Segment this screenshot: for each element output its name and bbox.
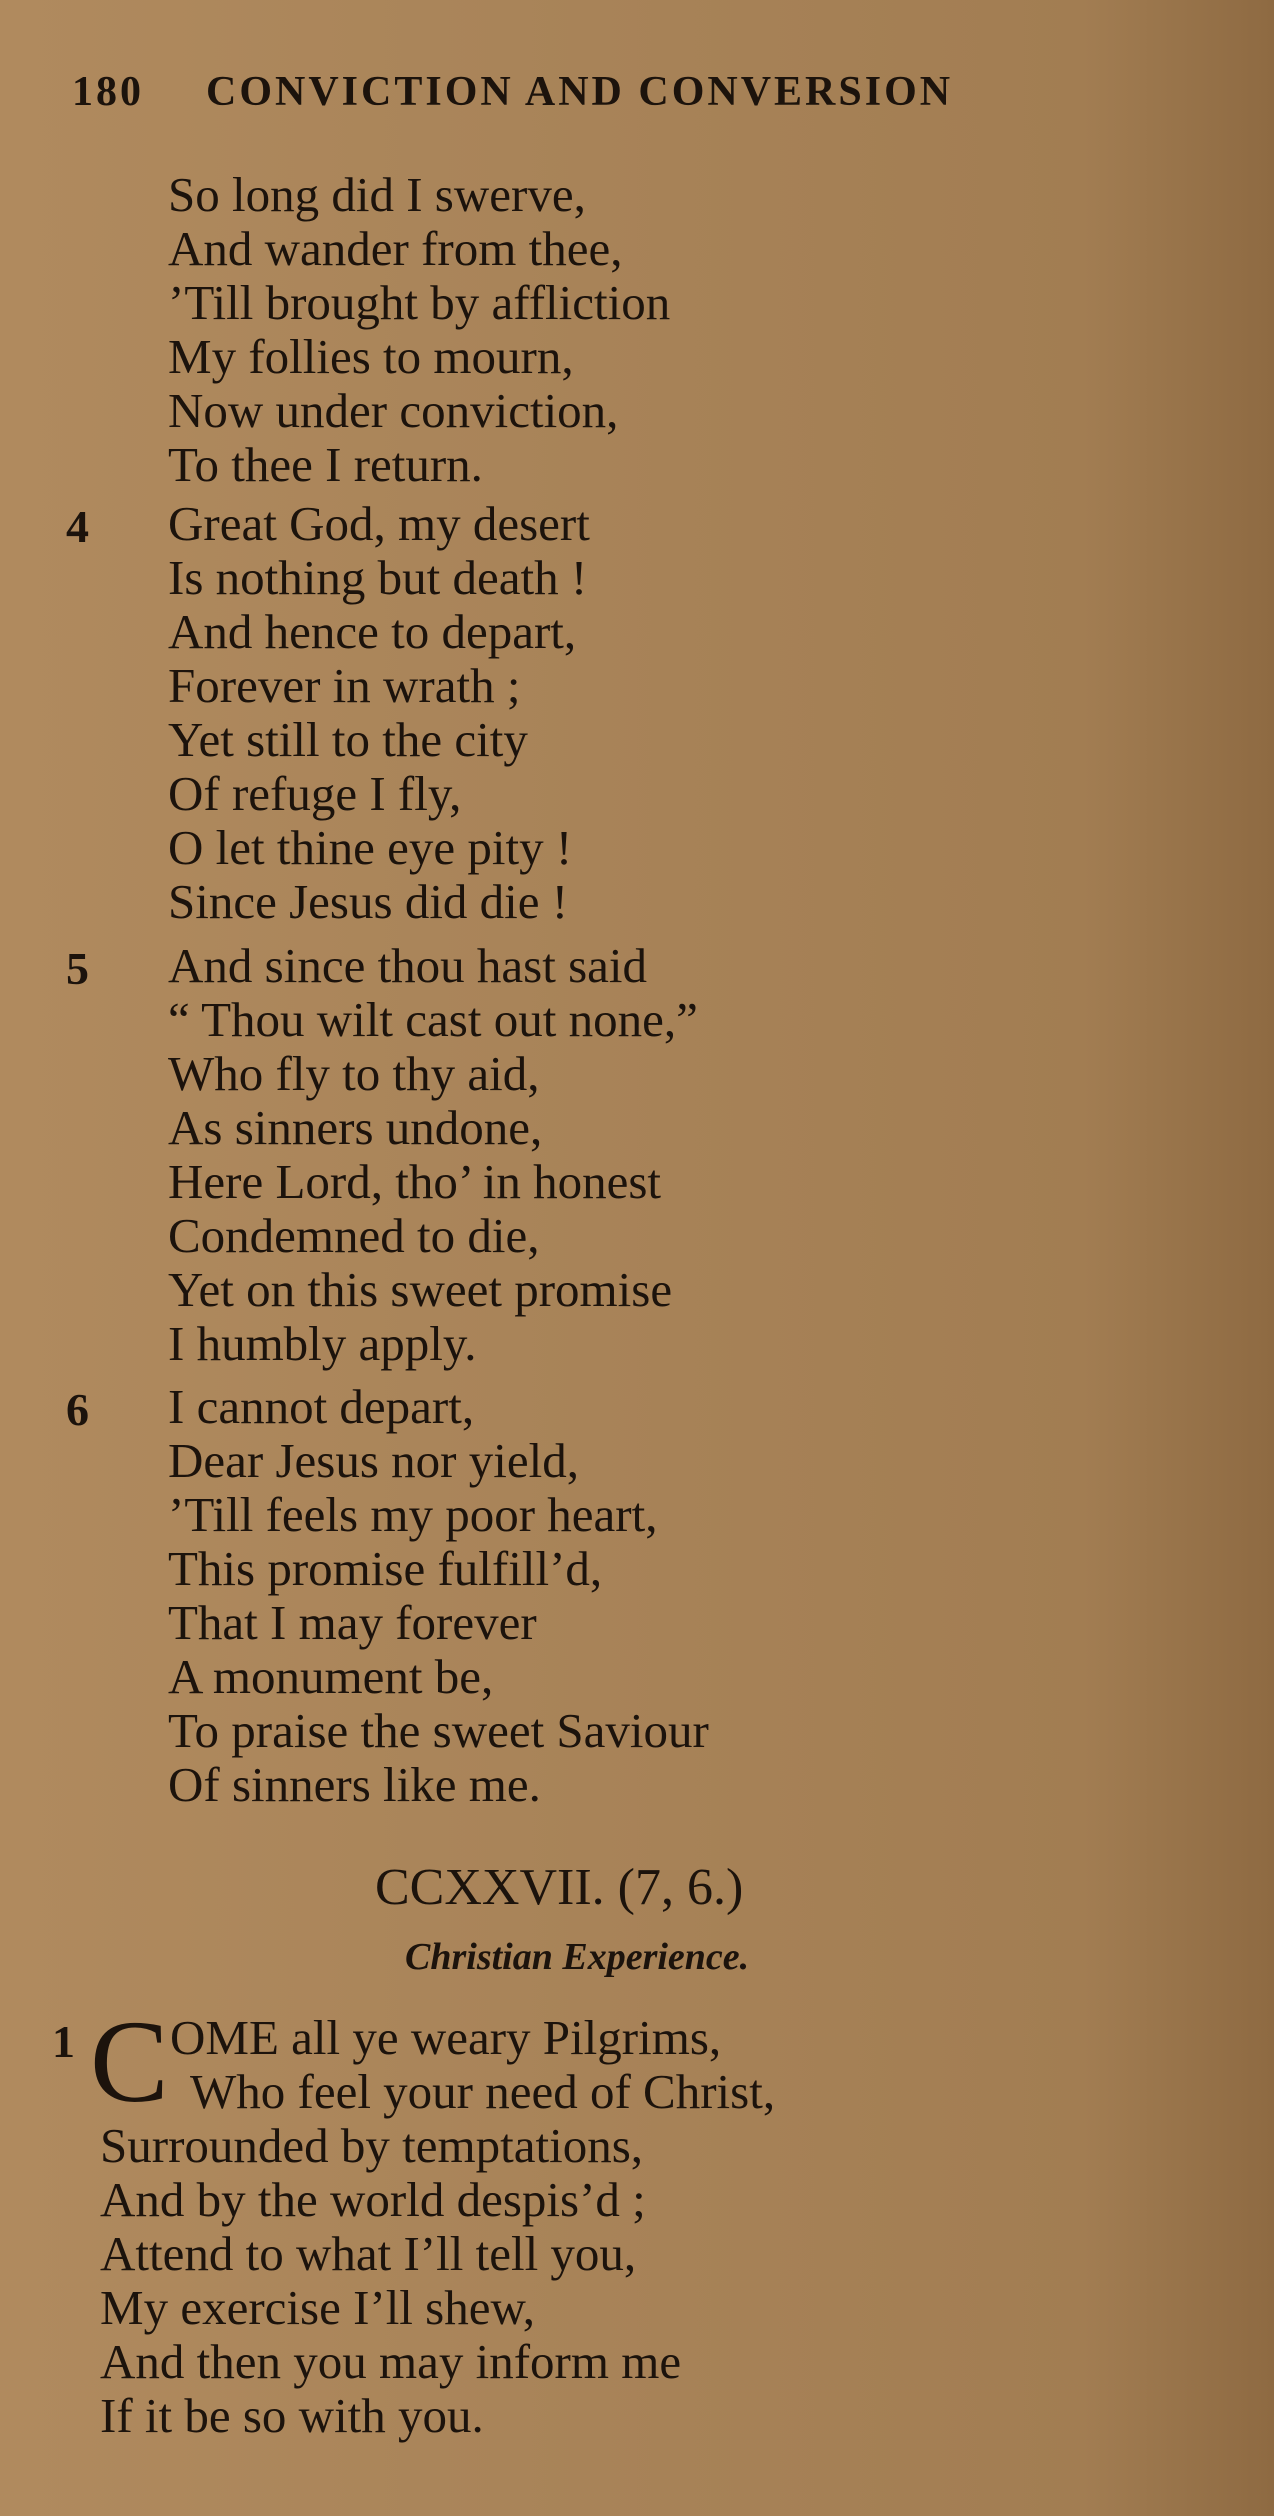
verse-line: O let thine eye pity ! xyxy=(168,820,573,875)
verse-line: Condemned to die, xyxy=(168,1208,540,1263)
drop-cap: C xyxy=(90,1996,169,2127)
verse-line: Since Jesus did die ! xyxy=(168,874,569,929)
verse-line: And since thou hast said xyxy=(168,938,648,993)
page-header xyxy=(72,68,1192,116)
verse-line: Is nothing but death ! xyxy=(168,550,588,605)
verse-line: Surrounded by temptations, xyxy=(100,2118,644,2173)
verse-line: My exercise I’ll shew, xyxy=(100,2280,535,2335)
verse-line: Who feel your need of Christ, xyxy=(190,2064,776,2119)
verse-line: ’Till brought by affliction xyxy=(168,275,671,330)
verse-line: To praise the sweet Saviour xyxy=(168,1703,709,1758)
verse-number: 5 xyxy=(66,943,89,994)
verse-line: I cannot depart, xyxy=(168,1379,475,1434)
hymn-subtitle: Christian Experience. xyxy=(405,1936,750,1978)
running-title: CONVICTION AND CONVERSION xyxy=(206,69,954,115)
verse-line: I humbly apply. xyxy=(168,1316,477,1371)
verse-line: That I may forever xyxy=(168,1595,537,1650)
verse-line: If it be so with you. xyxy=(100,2388,484,2443)
verse-line: ’Till feels my poor heart, xyxy=(168,1487,658,1542)
verse-line: So long did I swerve, xyxy=(168,167,586,222)
verse-line: Now under conviction, xyxy=(168,383,619,438)
verse-line: My follies to mourn, xyxy=(168,329,574,384)
verse-number: 1 xyxy=(52,2016,75,2067)
verse-line: Of sinners like me. xyxy=(168,1757,541,1812)
verse-line: And hence to depart, xyxy=(168,604,577,659)
verse-line: To thee I return. xyxy=(168,437,483,492)
verse-line: And then you may inform me xyxy=(100,2334,682,2389)
verse-line: Great God, my desert xyxy=(168,496,590,551)
verse-line: “ Thou wilt cast out none,” xyxy=(168,992,698,1047)
verse-line: A monument be, xyxy=(168,1649,494,1704)
hymn-title: CCXXVII. (7, 6.) xyxy=(375,1859,744,1916)
verse-number: 6 xyxy=(66,1384,89,1435)
verse-line: Forever in wrath ; xyxy=(168,658,521,713)
verse-line: Yet on this sweet promise xyxy=(168,1262,673,1317)
verse-line: And by the world despis’d ; xyxy=(100,2172,646,2227)
verse-line: As sinners undone, xyxy=(168,1100,543,1155)
verse-line: Yet still to the city xyxy=(168,712,528,767)
verse-line: This promise fulfill’d, xyxy=(168,1541,603,1596)
verse-line: OME all ye weary Pilgrims, xyxy=(170,2010,722,2065)
verse-line: And wander from thee, xyxy=(168,221,623,276)
page-number: 180 xyxy=(72,69,144,115)
verse-line: Who fly to thy aid, xyxy=(168,1046,540,1101)
verse-line: Here Lord, tho’ in honest xyxy=(168,1154,662,1209)
verse-line: Of refuge I fly, xyxy=(168,766,462,821)
verse-number: 4 xyxy=(66,501,89,552)
verse-line: Attend to what I’ll tell you, xyxy=(100,2226,637,2281)
verse-line: Dear Jesus nor yield, xyxy=(168,1433,579,1488)
